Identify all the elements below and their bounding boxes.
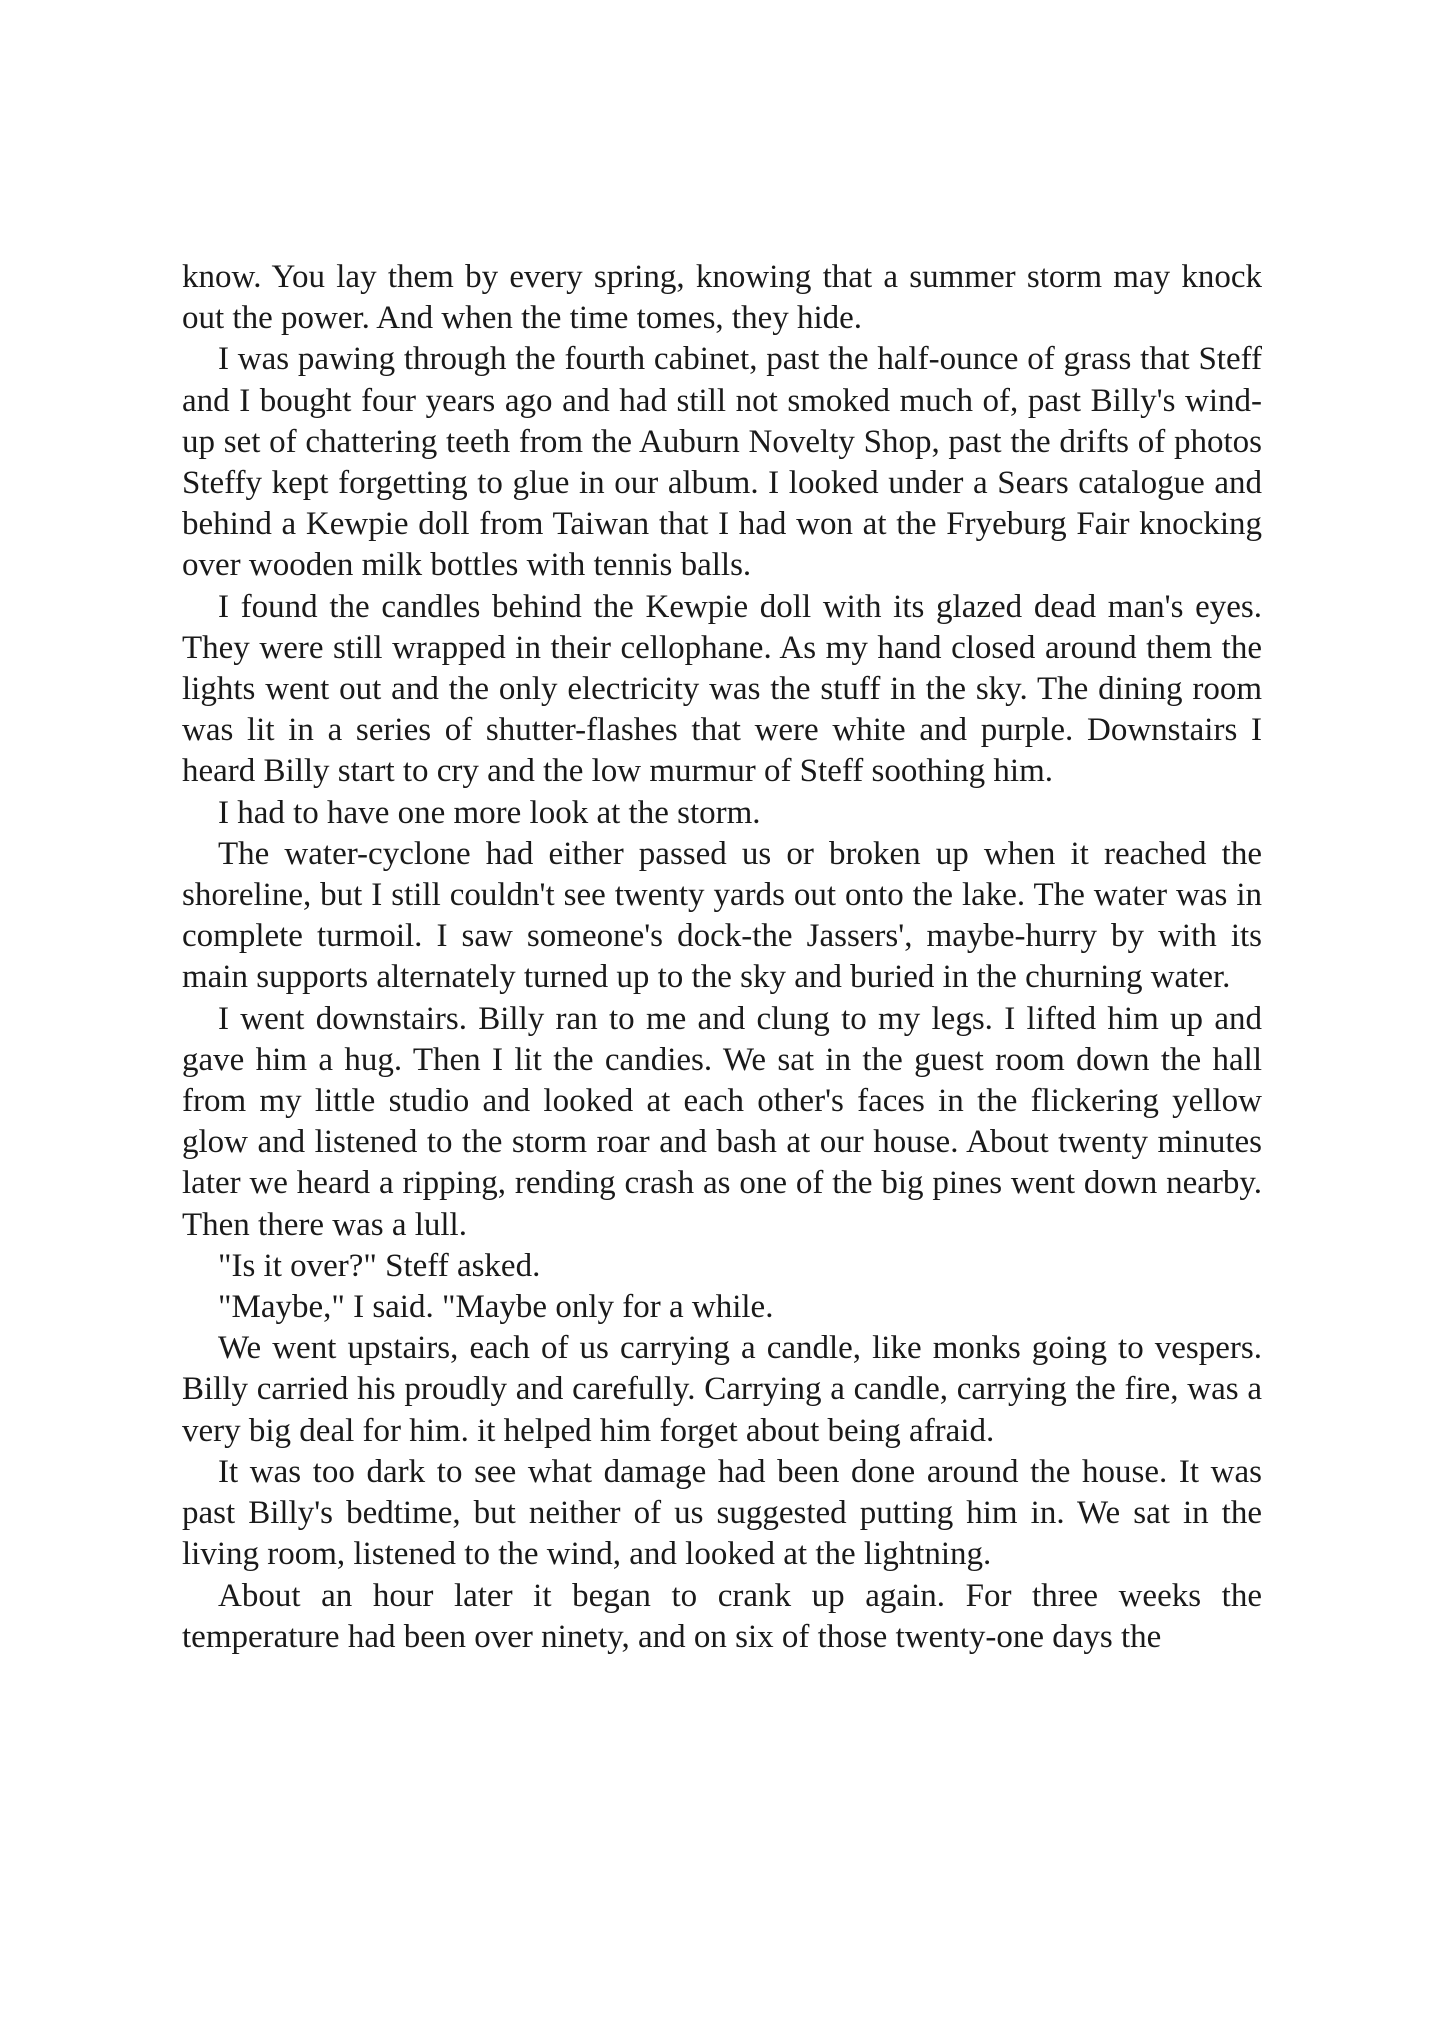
paragraph-11: About an hour later it began to crank up again. For three weeks the temperature had been over ninety, and on six of those twenty-one days the [182, 1577, 1262, 1655]
paragraph-9: We went upstairs, each of us carrying a candle, like monks going to vespers. Billy carried his proudly and carefully. Carrying a candle, carrying the fire, was a very big deal for him. it helped him forget about being afraid. [182, 1330, 1262, 1449]
paragraph-5: The water-cyclone had either passed us or broken up when it reached the shoreline, but I still couldn't see twenty yards out onto the lake. The water was in complete turmoil. I saw someone's dock-the Jassers', maybe-hurry by with its main supports alternately turned up to the sky and buried in the churning water. [182, 835, 1262, 996]
paragraph-4: I had to have one more look at the storm. [218, 794, 761, 831]
paragraph-10: It was too dark to see what damage had been done around the house. It was past Billy's bedtime, but neither of us suggested putting him in. We sat in the living room, listened to the wind, and looked at the lightning. [182, 1453, 1262, 1573]
body-text [182, 257, 1262, 1658]
paragraph-7: "Is it over?" Steff asked. [218, 1247, 541, 1284]
paragraph-1: know. You lay them by every spring, knowing that a summer storm may knock out the power. And when the time tomes, they hide. [182, 259, 1262, 337]
paragraph-8: "Maybe," I said. "Maybe only for a while. [218, 1289, 774, 1326]
paragraph-6: I went downstairs. Billy ran to me and clung to my legs. I lifted him up and gave him a hug. Then I lit the candies. We sat in the guest room down the hall from my little studio and looked at each other's faces in the flickering yellow glow and listened to the storm roar and bash at our house. About twenty minutes later we heard a ripping, rending crash as one of the big pines went down nearby. Then there was a lull. [182, 1000, 1262, 1243]
paragraph-2: I was pawing through the fourth cabinet, past the half-ounce of grass that Steff and I bought four years ago and had still not smoked much of, past Billy's wind-up set of chattering teeth from the Auburn Novelty Shop, past the drifts of photos Steffy kept forgetting to glue in our album. I looked under a Sears catalogue and behind a Kewpie doll from Taiwan that I had won at the Fryeburg Fair knocking over wooden milk bottles with tennis balls. [182, 341, 1262, 584]
paragraph-3: I found the candles behind the Kewpie doll with its glazed dead man's eyes. They were still wrapped in their cellophane. As my hand closed around them the lights went out and the only electricity was the stuff in the sky. The dining room was lit in a series of shutter-flashes that were white and purple. Downstairs I heard Billy start to cry and the low murmur of Steff soothing him. [182, 588, 1262, 790]
